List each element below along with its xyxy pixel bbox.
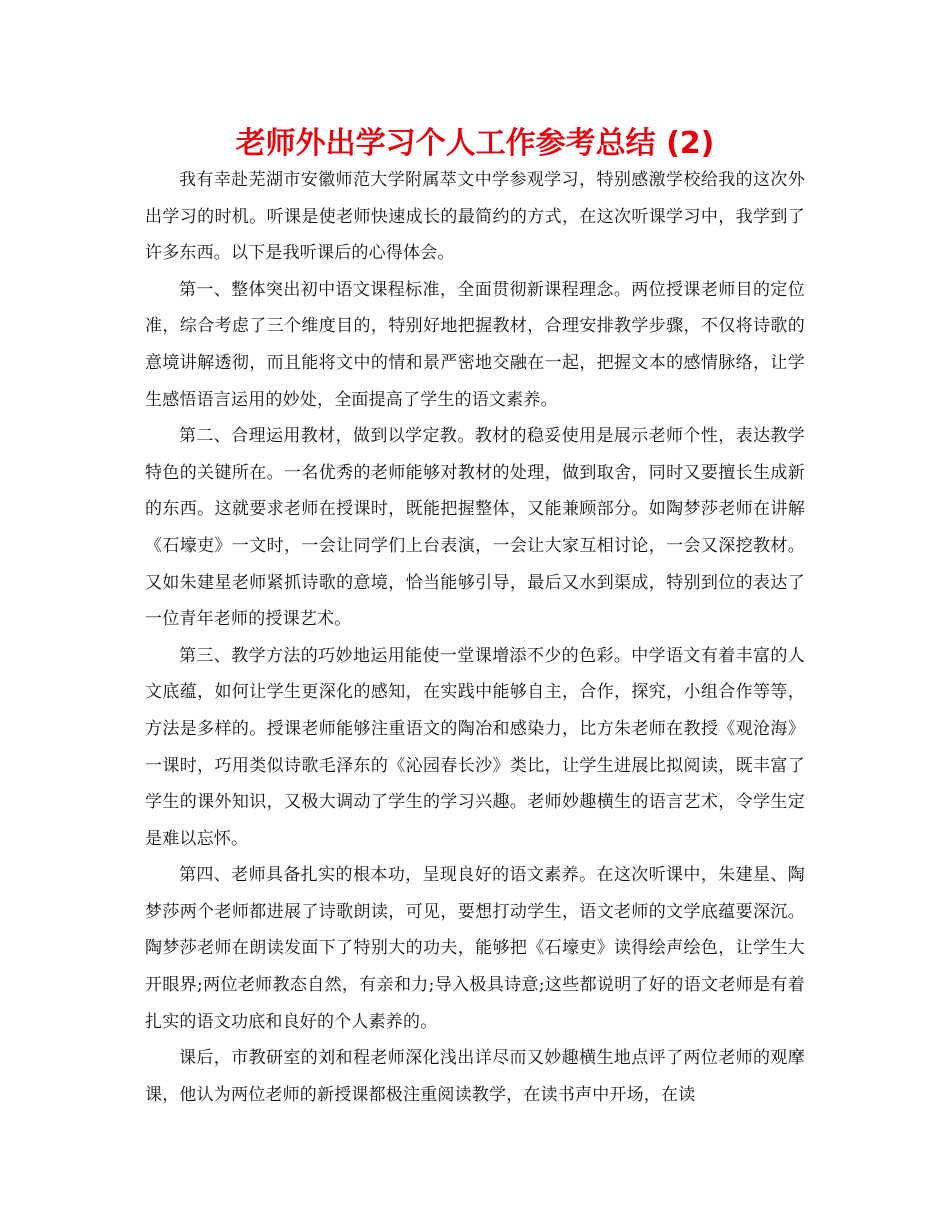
paragraph-intro: 我有幸赴芜湖市安徽师范大学附属萃文中学参观学习，特别感激学校给我的这次外出学习的时机。听课是使老师快速成长的最简约的方式，在这次听课学习中，我学到了许多东西。以下是我听课后的心得体会。 — [145, 170, 805, 264]
document-body — [145, 162, 805, 1113]
paragraph-third-point: 第三、教学方法的巧妙地运用能使一堂课增添不少的色彩。中学语文有着丰富的人文底蕴，如何让学生更深化的感知，在实践中能够自主，合作，探究，小组合作等等，方法是多样的。授课老师能够注重语文的陶冶和感染力，比方朱老师在教授《观沧海》一课时，巧用类似诗歌毛泽东的《沁园春长沙》类比，让学生进展比拟阅读，既丰富了学生的课外知识，又极大调动了学生的学习兴趣。老师妙趣横生的语言艺术，令学生定是难以忘怀。 — [145, 645, 805, 849]
paragraph-fourth-point: 第四、老师具备扎实的根本功，呈现良好的语文素养。在这次听课中，朱建星、陶梦莎两个老师都进展了诗歌朗读，可见，要想打动学生，语文老师的文学底蕴要深沉。陶梦莎老师在朗读发面下了特别大的功夫，能够把《石壕吏》读得绘声绘色，让学生大开眼界;两位老师教态自然，有亲和力;导入极具诗意;这些都说明了好的语文老师是有着扎实的语文功底和良好的个人素养的。 — [145, 865, 805, 1032]
paragraph-first-point: 第一、整体突出初中语文课程标准，全面贯彻新课程理念。两位授课老师目的定位准，综合考虑了三个维度目的，特别好地把握教材，合理安排教学步骤，不仅将诗歌的意境讲解透彻，而且能将文中的情和景严密地交融在一起，把握文本的感情脉络，让学生感悟语言运用的妙处，全面提高了学生的语文素养。 — [145, 279, 805, 410]
document-title: 老师外出学习个人工作参考总结 (2) — [235, 126, 715, 161]
paragraph-second-point: 第二、合理运用教材，做到以学定教。教材的稳妥使用是展示老师个性，表达教学特色的关键所在。一名优秀的老师能够对教材的处理，做到取舍，同时又要擅长生成新的东西。这就要求老师在授课时，既能把握整体，又能兼顾部分。如陶梦莎老师在讲解《石壕吏》一文时，一会让同学们上台表演，一会让大家互相讨论，一会又深挖教材。又如朱建星老师紧抓诗歌的意境，恰当能够引导，最后又水到渠成，特别到位的表达了一位青年老师的授课艺术。 — [145, 426, 805, 630]
paragraph-after-class: 课后，市教研室的刘和程老师深化浅出详尽而又妙趣横生地点评了两位老师的观摩课，他认为两位老师的新授课都极注重阅读教学，在读书声中开场，在读 — [145, 1048, 805, 1105]
